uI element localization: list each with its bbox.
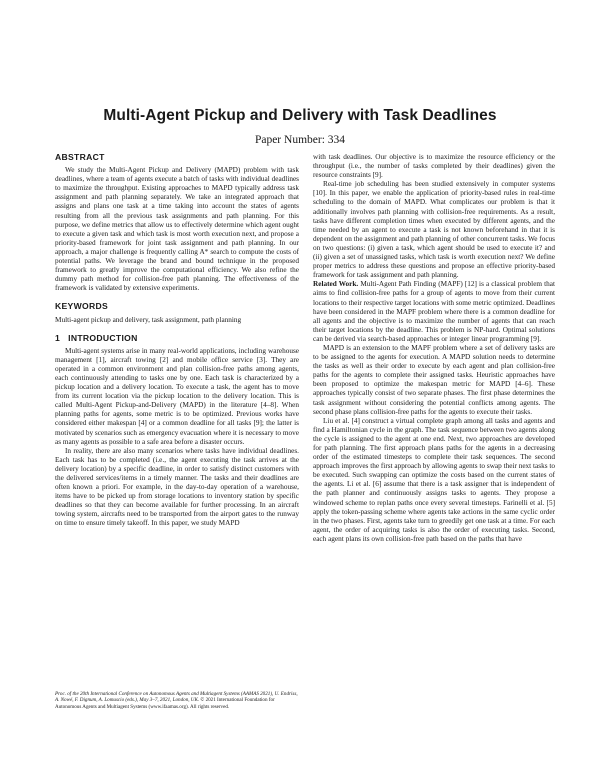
- abstract-text: We study the Multi-Agent Pickup and Delivery (MAPD) problem with task deadlines, where a team of agents execute a batch of tasks with individual deadlines to maximize the throughput. Existing approaches to MAPD typically address task assignment and path planning separately. We take an integrated approach that assigns and plans one task at a time taking into account the states of agents resulting from all the previous task assignments and path planning. For this purpose, we define metrics that allow us to effectively determine which agent ought to execute a given task and which task is most worth execution next, and propose a priority-based framework for joint task assignment and path planning. In our approach, a major challenge is frequently calling A* search to compute the costs of potential paths. We leverage the brand and bound technique in the proposed framework to greatly improve the computational efficiency. We also refine the dummy path method for collision-free path planning. The effectiveness of the framework is validated by extensive experiments.: [55, 166, 299, 293]
- abstract-heading: ABSTRACT: [55, 152, 105, 162]
- related-work-label: Related Work.: [313, 280, 359, 289]
- intro-paragraph-2: In reality, there are also many scenarios where tasks have individual deadlines. Each task has to be completed (i.e., the agent executing the task arrives at the delivery location) by a specific deadline, in order to satisfy distinct customers with the delivered services/items in a timely manner. The tasks and their deadlines are often known a priori. For example, in the day-to-day operation of a warehouse, items have to be picked up from storage locations to inventory station by specific deadlines so that they can become available for further processing. In an aircraft towing system, aircrafts need to be transported from the airport gates to the runway on time to ensure timely takeoff. In this paper, we study MAPD: [55, 446, 299, 528]
- right-paragraph-5: Liu et al. [4] construct a virtual complete graph among all tasks and agents and find a Hamiltonian cycle in the graph. The task sequence between two agents along the cycle is assigned to the agent at one end. Next, two approaches are developed for path planning. The first approach plans paths for the agents in a decreasing order of the estimated timesteps to complete their task sequences. The second approach improves the first approach by allowing agents to swap their next tasks to be executed. Such swapping can optimize the costs based on the current states of the agents. Li et al. [6] assume that there is a task assigner that is independent of the path planner and continuously assigns tasks to agents. They propose a windowed scheme to replan paths once every several timesteps. Farinelli et al. [5] apply the token-passing scheme where agents take actions in the same cyclic order in the two phases. First, agents take turn to greedily get one task at a time. For each agent, the order of acquiring tasks is also the order of executing tasks. Second, each agent plans its own collision-free path based on the paths that have: [313, 416, 555, 543]
- paper-number: Paper Number: 334: [254, 134, 346, 146]
- related-work-text: Multi-Agent Path Finding (MAPF) [12] is a classical problem that aims to find collision-free paths for a group of agents to move from their current locations to their respective target locations with some metric optimized. Deadlines have been considered in the MAPF problem where there is a common deadline for all agents and the objective is to maximize the number of agents that can reach their target locations by the deadline. This problem is NP-hard. Optimal solutions can be derived via search-based approaches or integer linear programming [9].: [313, 280, 555, 343]
- paper-title: Multi-Agent Pickup and Delivery with Task Deadlines: [103, 107, 497, 124]
- right-paragraph-4: MAPD is an extension to the MAPF problem where a set of delivery tasks are to be assigned to the agents for execution. A MAPD solution needs to determine the tasks as well as their order to execute by each agent and plan collision-free paths for the agents to complete their assigned tasks. Heuristic approaches have been proposed to optimize the makespan metric for MAPD [4–6]. These approaches typically consist of two separate phases. The first phase determines the task assignment without considering the potential conflicts among agents. The second phase plans collision-free paths for the agents to execute their tasks.: [313, 343, 555, 416]
- keywords-text: Multi-agent pickup and delivery, task assignment, path planning: [55, 315, 242, 324]
- right-column: [313, 153, 555, 544]
- footnote-proceedings: Proc. of the 20th International Conference on Autonomous Agents and Multiagent Systems (AAMAS 2021), U. Endriss, A. Nowé, F. Dignum, A. Lomuscio (eds.), May 3–7, 2021, London, UK.: [55, 691, 298, 704]
- left-column: [55, 153, 299, 529]
- related-work-paragraph: [313, 280, 555, 344]
- introduction-heading: 1 INTRODUCTION: [55, 332, 138, 343]
- keywords-heading: KEYWORDS: [55, 301, 109, 312]
- right-paragraph-2: Real-time job scheduling has been studied extensively in computer systems [10]. In this paper, we enable the application of priority-based rules in real-time scheduling to the domain of MAPD. What complicates our problem is that it additionally involves path planning with collision-free requirements. As a result, tasks have different completion times when executed by different agents, and the time needed by an agent to execute a task is not known beforehand in that it is dependent on the assignment and path planning of other concurrent tasks. We focus on two questions: (i) given a task, which agent should be used to execute it? and (ii) given a set of unassigned tasks, which task is worth execution next? We define proper metrics to address these questions and propose an effective priority-based framework for task assignment and path planning.: [313, 180, 555, 280]
- footnote-copyright: © 2021 International Foundation for Autonomous Agents and Multiagent Systems (www.ifaamas.org). All rights reserved.: [55, 697, 275, 710]
- right-paragraph-1: with task deadlines. Our objective is to maximize the resource efficiency or the throughput (i.e., the number of tasks completed by their deadlines) given the resource constraints [9].: [313, 153, 555, 180]
- conference-footnote: [55, 691, 299, 710]
- intro-paragraph-1: Multi-agent systems arise in many real-world applications, including warehouse management [1], aircraft towing [2] and mobile office service [3]. They are operated in a common environment and plan collision-free paths among agents, each continuously attending to tasks one by one. Each task is characterized by a pickup location and a delivery location. To execute a task, the agent has to move from its current location via the pickup location to the delivery location. This is called Multi-Agent Pickup-and-Delivery (MAPD) in the literature [4–8]. When planning paths for agents, some metric is to be optimized. Previous works have considered either makespan [4] or a common deadline for all tasks [9]; the latter is motivated by scenarios such as emergency evacuation where it is necessary to move as many agents as possible to a safe area before a disaster occurs.: [55, 346, 299, 446]
